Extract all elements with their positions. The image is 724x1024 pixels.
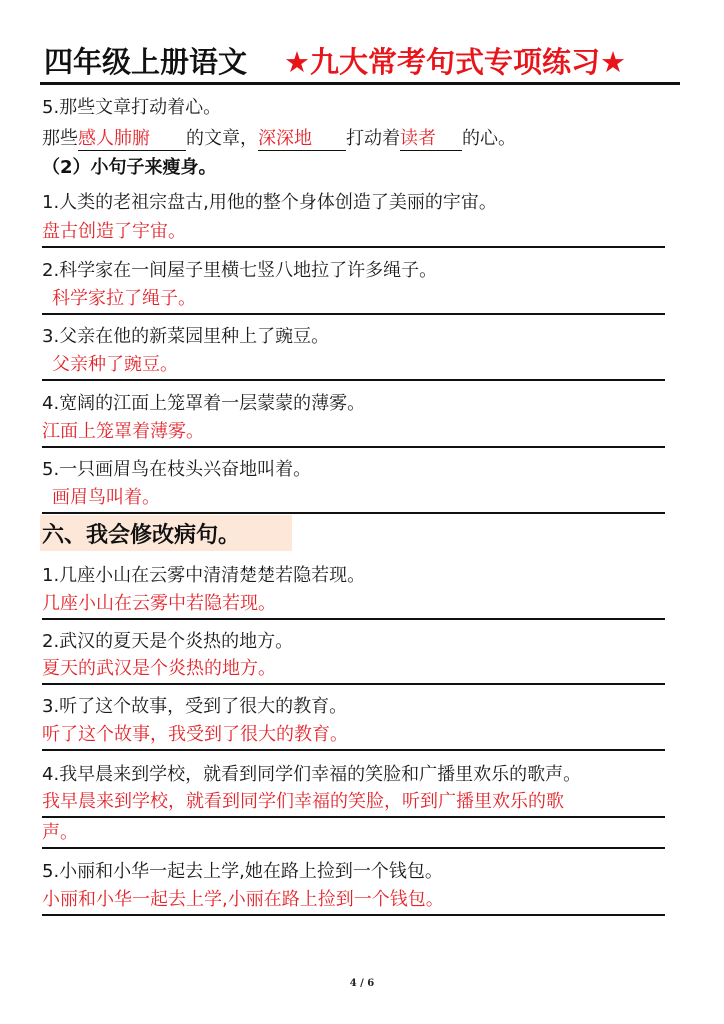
answer-text: 听了这个故事，我受到了很大的教育。 <box>42 724 348 745</box>
shrink-4-answer <box>42 419 665 448</box>
page-header <box>40 38 680 85</box>
answer-text: 声。 <box>42 822 78 843</box>
answer-text: 科学家拉了绳子。 <box>52 288 196 309</box>
fix-3-answer <box>42 722 665 751</box>
fix-1-prompt: 1.几座小山在云雾中清清楚楚若隐若现。 <box>42 565 366 586</box>
blank-2: 深深地 <box>258 124 346 151</box>
answer-mid-1: 的文章， <box>186 128 258 149</box>
shrink-2-answer <box>42 286 665 315</box>
shrink-heading: （2）小句子来瘦身。 <box>42 157 217 178</box>
answer-text: 画眉鸟叫着。 <box>52 487 160 508</box>
shrink-3-answer <box>42 352 665 381</box>
fix-4-answer-line2 <box>42 820 665 849</box>
answer-text: 父亲种了豌豆。 <box>52 354 178 375</box>
answer-text: 我早晨来到学校，就看到同学们幸福的笑脸，听到广播里欢乐的歌 <box>42 791 564 812</box>
answer-text: 夏天的武汉是个炎热的地方。 <box>42 658 276 679</box>
shrink-2-prompt: 2.科学家在一间屋子里横七竖八地拉了许多绳子。 <box>42 260 438 281</box>
fix-5-prompt: 5.小丽和小华一起去上学,她在路上捡到一个钱包。 <box>42 861 443 882</box>
shrink-3-prompt: 3.父亲在他的新菜园里种上了豌豆。 <box>42 326 330 347</box>
shrink-4-prompt: 4.宽阔的江面上笼罩着一层蒙蒙的薄雾。 <box>42 393 366 414</box>
page-number: 4 / 6 <box>349 978 375 989</box>
answer-text: 盘古创造了宇宙。 <box>42 221 186 242</box>
answer-pre: 那些 <box>42 128 78 149</box>
fix-5-answer <box>42 887 665 916</box>
blank-3: 读者 <box>400 124 462 151</box>
answer-text: 江面上笼罩着薄雾。 <box>42 421 204 442</box>
fix-4-answer-line1 <box>42 789 665 818</box>
shrink-5-answer <box>42 485 665 514</box>
blank-1: 感人肺腑 <box>78 124 186 151</box>
fix-1-answer <box>42 591 665 620</box>
title-red: ★九大常考句式专项练习★ <box>284 45 626 79</box>
fix-2-prompt: 2.武汉的夏天是个炎热的地方。 <box>42 631 294 652</box>
answer-text: 小丽和小华一起去上学,小丽在路上捡到一个钱包。 <box>42 889 444 910</box>
answer-post: 的心。 <box>462 128 516 149</box>
fix-3-prompt: 3.听了这个故事，受到了很大的教育。 <box>42 696 348 717</box>
shrink-1-prompt: 1.人类的老祖宗盘古,用他的整个身体创造了美丽的宇宙。 <box>42 192 497 213</box>
title-black: 四年级上册语文 <box>44 45 248 79</box>
expand-q5-answer-line <box>42 124 516 151</box>
expand-q5-prompt: 5.那些文章打动着心。 <box>42 97 222 118</box>
shrink-1-answer <box>42 219 665 248</box>
answer-mid-2: 打动着 <box>346 128 400 149</box>
answer-text: 几座小山在云雾中若隐若现。 <box>42 593 276 614</box>
section-six-heading: 六、我会修改病句。 <box>42 523 241 548</box>
shrink-5-prompt: 5.一只画眉鸟在枝头兴奋地叫着。 <box>42 459 312 480</box>
fix-4-prompt: 4.我早晨来到学校，就看到同学们幸福的笑脸和广播里欢乐的歌声。 <box>42 764 582 785</box>
fix-2-answer <box>42 656 665 685</box>
section-six-heading-box <box>40 515 292 551</box>
